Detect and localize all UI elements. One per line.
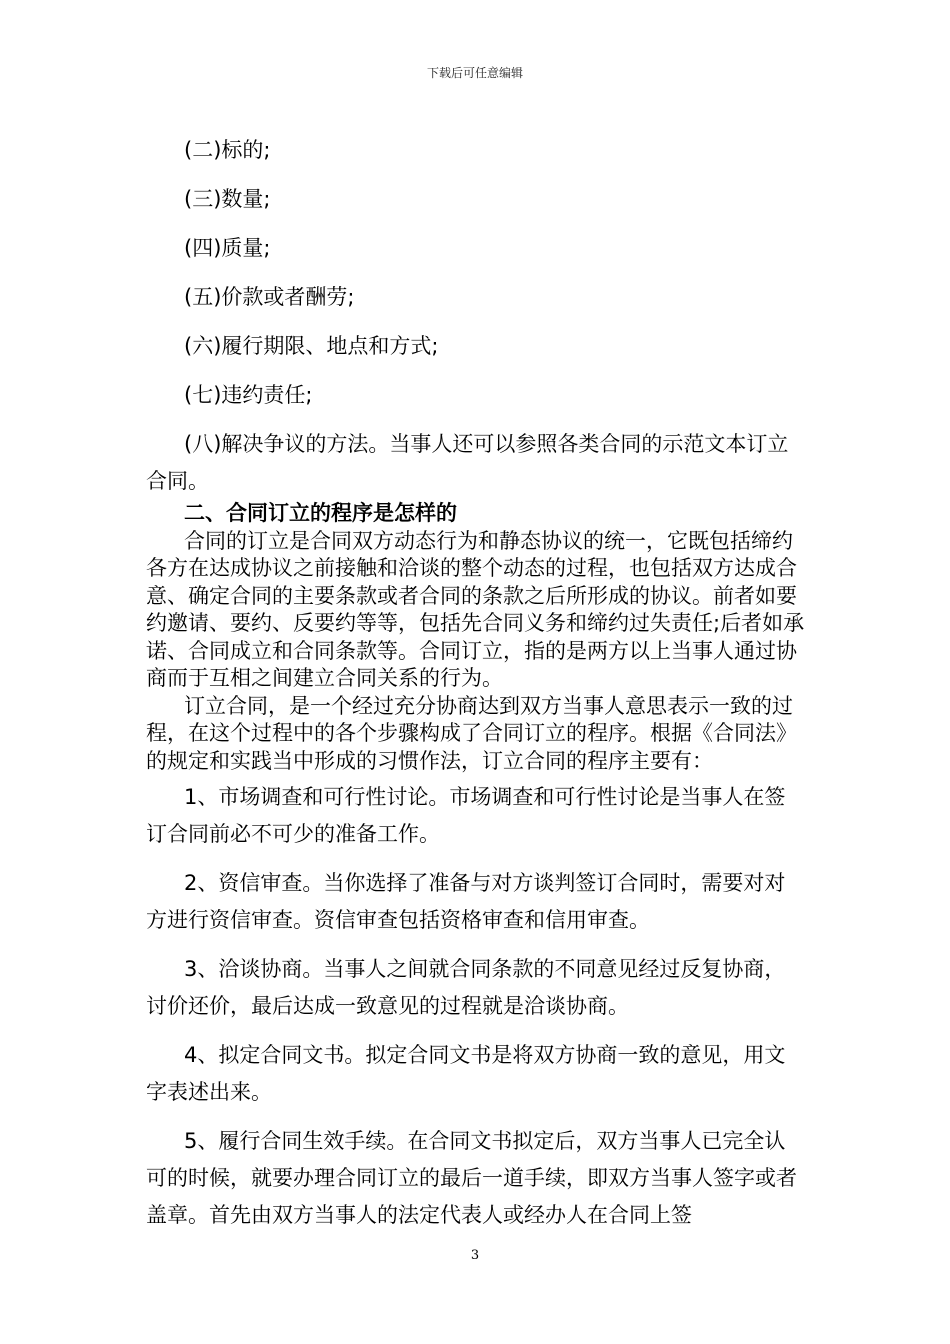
clause-6: (六)履行期限、地点和方式; <box>184 334 439 358</box>
clause-4: (四)质量; <box>184 236 271 260</box>
step-2: 2、资信审查。当你选择了准备与对方谈判签订合同时，需要对对方进行资信审查。资信审查包括资格审查和信用审查。 <box>146 871 786 932</box>
clause-5: (五)价款或者酬劳; <box>184 285 355 309</box>
page-number: 3 <box>470 1248 480 1263</box>
clause-2: (二)标的; <box>184 138 271 162</box>
paragraph-definition: 合同的订立是合同双方动态行为和静态协议的统一，它既包括缔约各方在达成协议之前接触和洽谈的整个动态的过程，也包括双方达成合意、确定合同的主要条款或者合同的条款之后所形成的协议。前者如要约邀请、要约、反要约等等，包括先合同义务和缔约过失责任;后者如承诺、合同成立和合同条款等。合同订立，指的是两方以上当事人通过协商而于互相之间建立合同关系的行为。 <box>146 528 805 690</box>
step-4: 4、拟定合同文书。拟定合同文书是将双方协商一致的意见，用文字表述出来。 <box>146 1043 786 1104</box>
section-heading: 二、合同订立的程序是怎样的 <box>184 501 457 525</box>
page-header: 下载后可任意编辑 <box>426 66 523 80</box>
document-body <box>146 132 806 1234</box>
clause-3: (三)数量; <box>184 187 271 211</box>
paragraph-procedure-intro: 订立合同，是一个经过充分协商达到双方当事人意思表示一致的过程，在这个过程中的各个步骤构成了合同订立的程序。根据《合同法》的规定和实践当中形成的习惯作法，订立合同的程序主要有： <box>146 693 797 773</box>
clause-7: (七)违约责任; <box>184 383 313 407</box>
step-5: 5、履行合同生效手续。在合同文书拟定后，双方当事人已完全认可的时候，就要办理合同订立的最后一道手续，即双方当事人签字或者盖章。首先由双方当事人的法定代表人或经办人在合同上签 <box>146 1129 797 1227</box>
step-1: 1、市场调查和可行性讨论。市场调查和可行性讨论是当事人在签订合同前必不可少的准备工作。 <box>146 785 786 846</box>
step-3: 3、洽谈协商。当事人之间就合同条款的不同意见经过反复协商，讨价还价，最后达成一致意见的过程就是洽谈协商。 <box>146 957 786 1018</box>
clause-8: (八)解决争议的方法。当事人还可以参照各类合同的示范文本订立合同。 <box>146 432 789 493</box>
